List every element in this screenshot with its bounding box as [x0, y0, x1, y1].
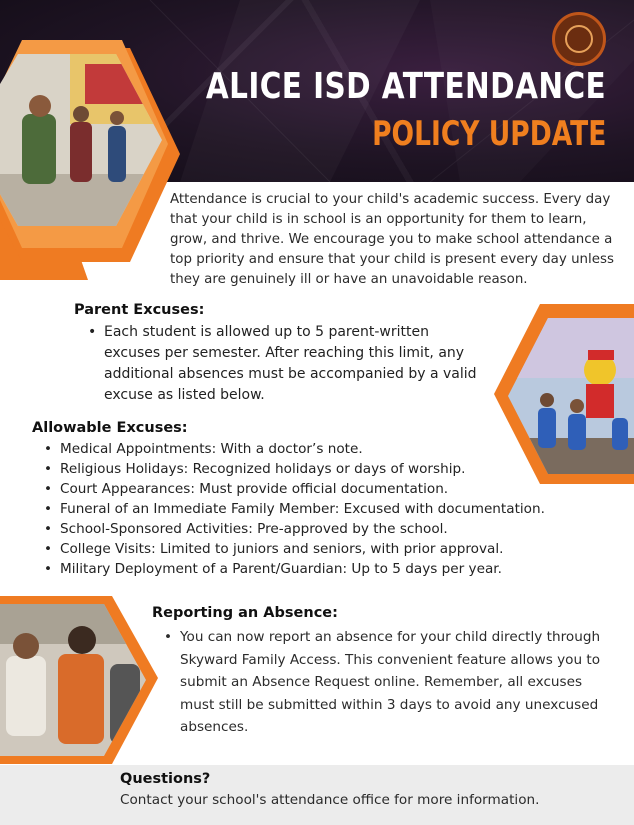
list-item: • College Visits: Limited to juniors and seniors, with prior approval.	[44, 539, 604, 559]
list-item: • Religious Holidays: Recognized holidays or days of worship.	[44, 459, 604, 479]
reporting-list	[164, 626, 612, 739]
title-line-2: POLICY UPDATE	[371, 114, 606, 154]
allowable-excuses-heading: Allowable Excuses:	[32, 420, 188, 436]
students-walking-photo	[0, 604, 148, 756]
reporting-heading: Reporting an Absence:	[152, 605, 338, 621]
list-item: • You can now report an absence for your child directly through Skyward Family Access. This convenient feature allows you to submit an Absence Request online. Remember, all excuses must still be submitted within 3 days to avoid any unexcused absences.	[164, 626, 612, 739]
questions-heading: Questions?	[120, 771, 211, 787]
list-item: • Military Deployment of a Parent/Guardian: Up to 5 days per year.	[44, 559, 604, 579]
intro-paragraph: Attendance is crucial to your child's academic success. Every day that your child is in school is an opportunity for them to learn, grow, and thrive. We encourage you to make school attendance a top priority and ensure that your child is present every day unless they are genuinely ill or have an unavoidable reason.	[170, 192, 614, 287]
allowable-excuses-list	[44, 439, 604, 579]
list-item: • Each student is allowed up to 5 parent-written excuses per semester. After reaching this limit, any additional absences must be accompanied by a valid excuse as listed below.	[88, 322, 488, 406]
list-item: • Funeral of an Immediate Family Member: Excused with documentation.	[44, 499, 604, 519]
parent-excuses-list	[88, 322, 488, 406]
students-hallway-photo	[0, 54, 164, 226]
questions-text: Contact your school's attendance office for more information.	[120, 792, 540, 808]
list-item: • School-Sponsored Activities: Pre-approved by the school.	[44, 519, 604, 539]
school-seal-icon	[552, 12, 606, 66]
list-item: • Court Appearances: Must provide official documentation.	[44, 479, 604, 499]
parent-excuses-heading: Parent Excuses:	[74, 302, 205, 318]
title-line-1: ALICE ISD ATTENDANCE	[205, 66, 606, 107]
list-item: • Medical Appointments: With a doctor’s note.	[44, 439, 604, 459]
